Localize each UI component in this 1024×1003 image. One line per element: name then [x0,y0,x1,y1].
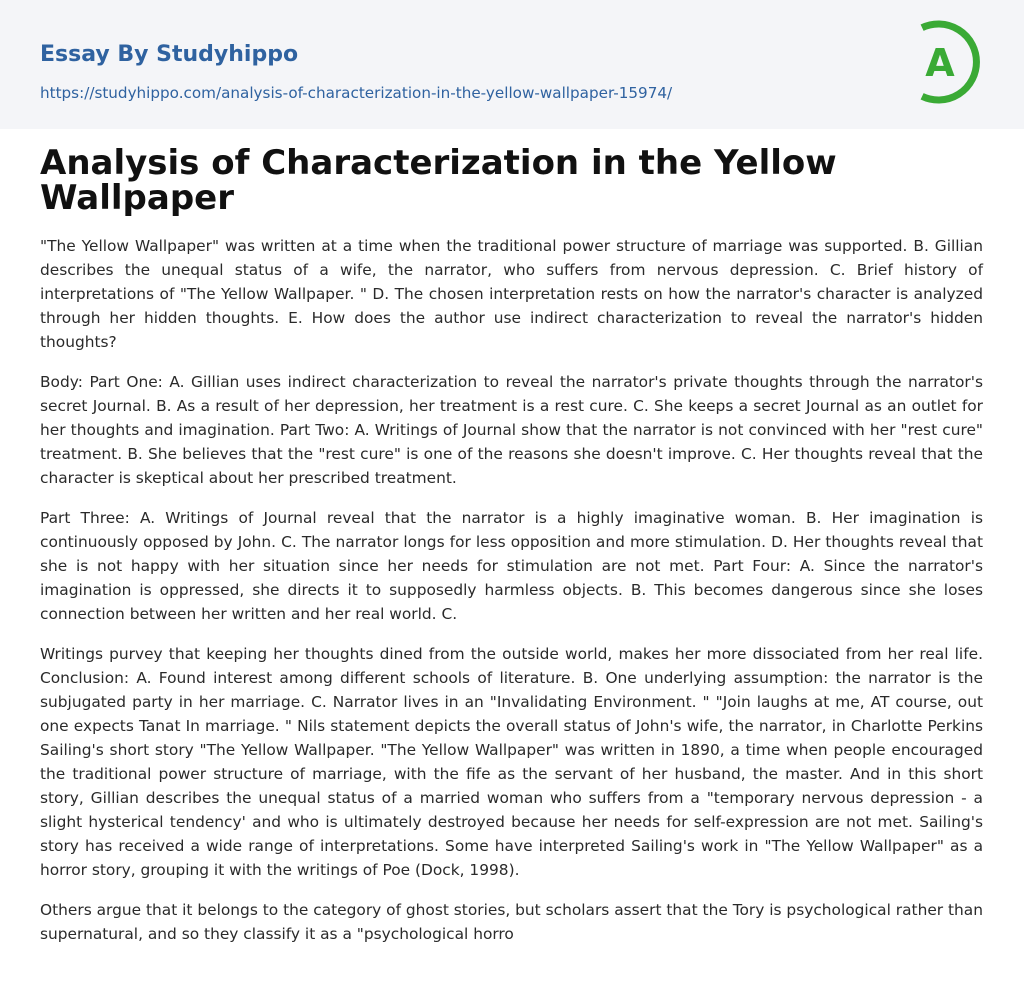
paragraph: Part Three: A. Writings of Journal reveal that the narrator is a highly imaginative woman. B. Her imagination is continuously opposed by John. C. The narrator longs for less opposition and more stimulation. D. Her thoughts reveal that she is not happy with her situation since her needs for stimulation are not met. Part Four: A. Since the narrator's imagination is oppressed, she directs it to supposedly harmless objects. B. This becomes dangerous since she loses connection between her written and her real world. C. [40,509,983,623]
essay-body [40,234,983,962]
paragraph: "The Yellow Wallpaper" was written at a time when the traditional power structure of marriage was supported. B. Gillian describes the unequal status of a wife, the narrator, who suffers from nervous depression. C. Brief history of interpretations of "The Yellow Wallpaper. " D. The chosen interpretation rests on how the narrator's character is analyzed through her hidden thoughts. E. How does the author use indirect characterization to reveal the narrator's hidden thoughts? [40,237,983,351]
logo-letter: A [925,41,955,85]
essay-url-link[interactable]: https://studyhippo.com/analysis-of-characterization-in-the-yellow-wallpaper-15974/ [40,84,673,102]
site-brand[interactable]: Essay By Studyhippo [40,42,299,67]
site-header [0,0,1024,129]
studyhippo-logo[interactable] [902,18,988,106]
page-title: Analysis of Characterization in the Yellow Wallpaper [40,143,837,218]
paragraph: Others argue that it belongs to the category of ghost stories, but scholars assert that the Tory is psychological rather than supernatural, and so they classify it as a "psychological horro [40,901,983,943]
logo-ring-icon [902,18,988,106]
paragraph: Writings purvey that keeping her thoughts dined from the outside world, makes her more dissociated from her real life. Conclusion: A. Found interest among different schools of literature. B. One underlying assumption: the narrator is the subjugated party in her marriage. C. Narrator lives in an "Invalidating Environment. " "Join laughs at me, AT course, out one expects Tanat In marriage. " Nils statement depicts the overall status of John's wife, the narrator, in Charlotte Perkins Sailing's short story "The Yellow Wallpaper. "The Yellow Wallpaper" was written in 1890, a time when people encouraged the traditional power structure of marriage, with the fife as the servant of her husband, the master. And in this short story, Gillian describes the unequal status of a married woman who suffers from a "temporary nervous depression - a slight hysterical tendency' and who is ultimately destroyed because her needs for self-expression are not met. Sailing's story has received a wide range of interpretations. Some have interpreted Sailing's work in "The Yellow Wallpaper" as a horror story, grouping it with the writings of Poe (Dock, 1998). [40,645,983,879]
paragraph: Body: Part One: A. Gillian uses indirect characterization to reveal the narrator's private thoughts through the narrator's secret Journal. B. As a result of her depression, her treatment is a rest cure. C. She keeps a secret Journal as an outlet for her thoughts and imagination. Part Two: A. Writings of Journal show that the narrator is not convinced with her "rest cure" treatment. B. She believes that the "rest cure" is one of the reasons she doesn't improve. C. Her thoughts reveal that the character is skeptical about her prescribed treatment. [40,373,983,487]
